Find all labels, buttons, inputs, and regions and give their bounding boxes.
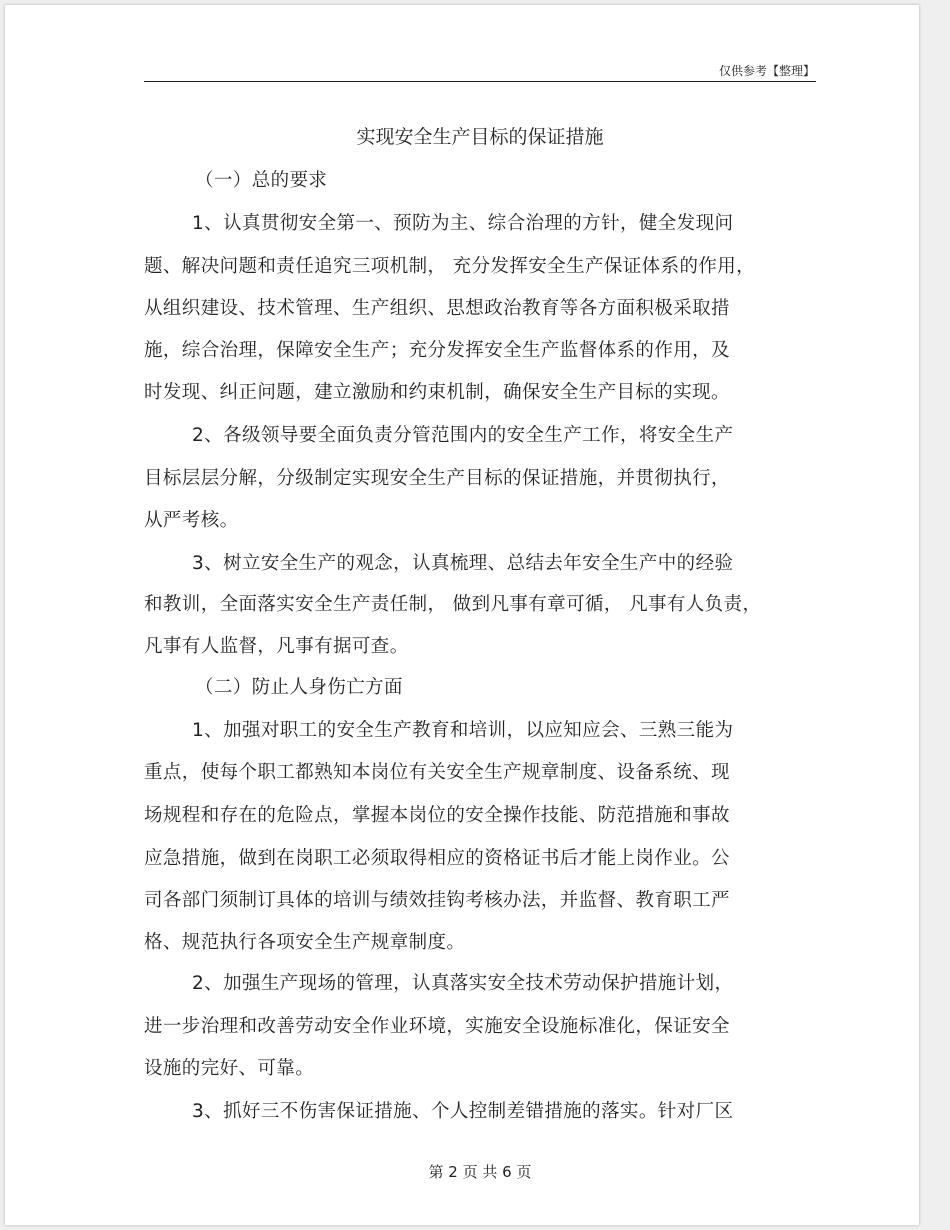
paragraph-line: 施，综合治理，保障安全生产；充分发挥安全生产监督体系的作用，及 xyxy=(144,340,730,361)
paragraph-line: 应急措施，做到在岗职工必须取得相应的资格证书后才能上岗作业。公 xyxy=(144,848,730,869)
paragraph-line: 2、各级领导要全面负责分管范围内的安全生产工作，将安全生产 xyxy=(192,425,734,446)
paragraph-line: 1、认真贯彻安全第一、预防为主、综合治理的方针，健全发现问 xyxy=(192,213,734,234)
paragraph-line: 时发现、纠正问题，建立激励和约束机制，确保安全生产目标的实现。 xyxy=(144,382,730,403)
paragraph-line: 1、加强对职工的安全生产教育和培训，以应知应会、三熟三能为 xyxy=(192,720,734,741)
paragraph-line: 司各部门须制订具体的培训与绩效挂钩考核办法，并监督、教育职工严 xyxy=(144,890,730,911)
paragraph-line: 重点，使每个职工都熟知本岗位有关安全生产规章制度、设备系统、现 xyxy=(144,762,730,783)
paragraph-line: 从组织建设、技术管理、生产组织、思想政治教育等各方面积极采取措 xyxy=(144,298,730,319)
paragraph-line: 和教训，全面落实安全生产责任制， 做到凡事有章可循， 凡事有人负责， xyxy=(144,594,762,615)
paragraph-line: 设施的完好、可靠。 xyxy=(144,1058,315,1079)
section-heading: （二）防止人身伤亡方面 xyxy=(195,677,403,698)
paragraph-line: 3、树立安全生产的观念，认真梳理、总结去年安全生产中的经验 xyxy=(192,553,734,574)
paragraph-line: 题、解决问题和责任追究三项机制， 充分发挥安全生产保证体系的作用， xyxy=(144,256,756,277)
paragraph-line: 目标层层分解，分级制定实现安全生产目标的保证措施，并贯彻执行， xyxy=(144,468,730,489)
page-number-footer: 第 2 页 共 6 页 xyxy=(428,1163,532,1181)
section-heading: （一）总的要求 xyxy=(195,170,328,191)
paragraph-line: 3、抓好三不伤害保证措施、个人控制差错措施的落实。针对厂区 xyxy=(192,1101,734,1122)
paragraph-line: 格、规范执行各项安全生产规章制度。 xyxy=(144,932,466,953)
header-note: 仅供参考【整理】 xyxy=(718,64,815,78)
paragraph-line: 场规程和存在的危险点，掌握本岗位的安全操作技能、防范措施和事故 xyxy=(144,805,730,826)
paragraph-line: 进一步治理和改善劳动安全作业环境，实施安全设施标准化，保证安全 xyxy=(144,1016,730,1037)
paragraph-line: 从严考核。 xyxy=(144,510,239,531)
header-rule xyxy=(144,81,816,82)
document-page xyxy=(5,5,919,1225)
paragraph-line: 2、加强生产现场的管理，认真落实安全技术劳动保护措施计划， xyxy=(192,973,734,994)
document-title: 实现安全生产目标的保证措施 xyxy=(356,126,604,148)
paragraph-line: 凡事有人监督，凡事有据可查。 xyxy=(144,636,409,657)
